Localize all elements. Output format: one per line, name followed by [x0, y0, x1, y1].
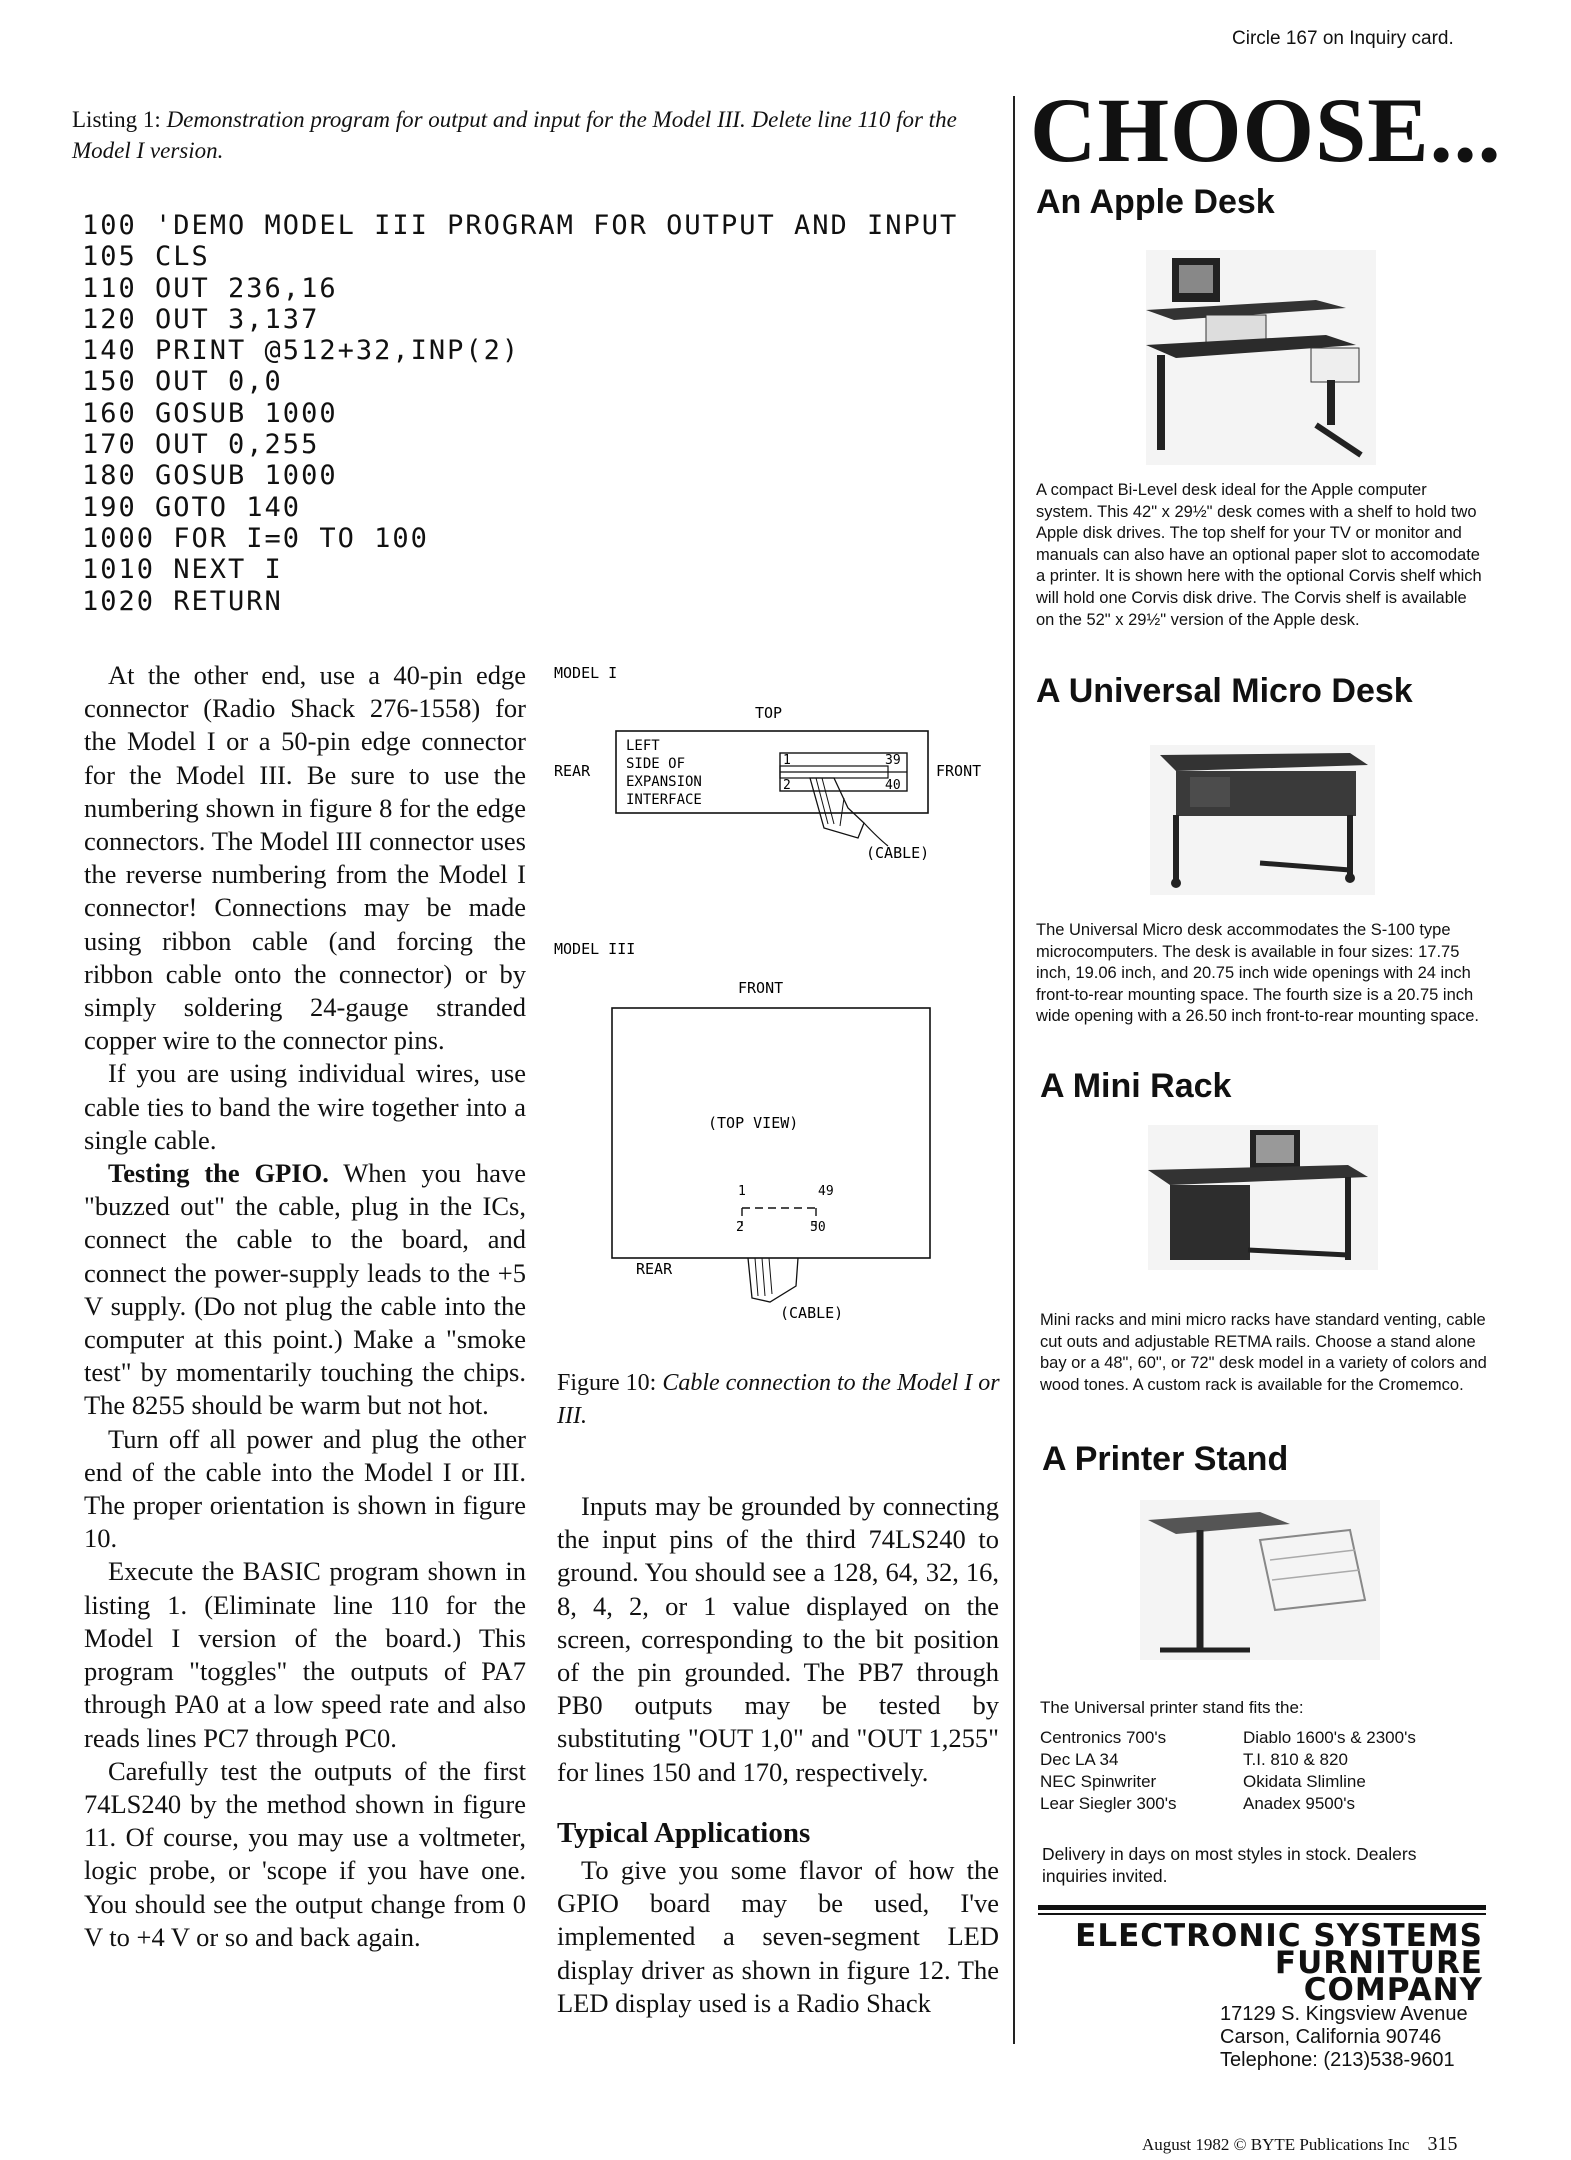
printer-model: Lear Siegler 300's — [1040, 1794, 1177, 1813]
model1-label: MODEL I — [554, 664, 618, 682]
pin-40: 40 — [885, 778, 901, 793]
listing-line: 190 GOTO 140 — [82, 491, 302, 523]
listing-line: 100 'DEMO MODEL III PROGRAM FOR OUTPUT AND INPUT — [82, 210, 959, 241]
column-divider — [1013, 96, 1015, 2044]
mini-rack-photo — [1148, 1125, 1378, 1270]
listing-line: 105 CLS — [82, 241, 210, 273]
listing-line: 1000 FOR I=0 TO 100 — [82, 522, 429, 554]
universal-desk-photo — [1150, 745, 1375, 895]
company-name-2: FURNITURE — [1274, 1945, 1483, 1981]
universal-desk-title: A Universal Micro Desk — [1036, 672, 1413, 710]
ad-headline: CHOOSE... — [1030, 79, 1502, 181]
left-side-4: INTERFACE — [626, 792, 702, 808]
pin-2: 2 — [783, 778, 791, 793]
printer-stand-illustration — [1140, 1500, 1380, 1660]
mini-rack-title: A Mini Rack — [1040, 1067, 1232, 1105]
section-heading: Typical Applications — [557, 1816, 811, 1849]
paragraph: Inputs may be grounded by connecting the input pins of the third 74LS240 to ground. You should see a 128, 64, 32, 16, 8, 4, 2, or 1 value displayed on the screen, corresponding to the bit position of the pin grounded. The PB7 through PB0 outputs may be tested by substituting "OUT 1,0" and "OUT 1,255" for lines 150 and 170, respectively. — [557, 1491, 999, 1787]
pin-50: 50 — [810, 1220, 826, 1235]
front-label: FRONT — [936, 762, 982, 780]
figure-caption-label: Figure 10: — [557, 1370, 657, 1396]
address-city: Carson, California 90746 — [1220, 2026, 1442, 2048]
printer-compat-list — [1040, 1727, 1470, 1815]
cable-label-1: (CABLE) — [866, 844, 930, 862]
listing-line: 150 OUT 0,0 — [82, 366, 283, 398]
article-column-1 — [84, 659, 526, 1954]
left-side-1: LEFT — [626, 738, 660, 754]
subhead-testing: Testing the GPIO. — [108, 1158, 329, 1189]
paragraph: If you are using individual wires, use cable ties to band the wire together into a single cable. — [84, 1058, 526, 1155]
page-number: 315 — [1427, 2133, 1458, 2155]
address-street: 17129 S. Kingsview Avenue — [1220, 2003, 1468, 2025]
listing-line: 1020 RETURN — [82, 585, 283, 617]
paragraph: Execute the BASIC program shown in listing 1. (Eliminate line 110 for the Model I version of the board.) This program "toggles" the outputs of PA7 through PA0 at a low speed rate and also reads lines PC7 through PC0. — [84, 1556, 526, 1753]
paragraph: Turn off all power and plug the other end of the cable into the Model I or III. The proper orientation is shown in figure 10. — [84, 1423, 526, 1554]
listing-line: 1010 NEXT I — [82, 554, 283, 586]
printer-stand-title: A Printer Stand — [1042, 1440, 1289, 1478]
printer-stand-photo — [1140, 1500, 1380, 1660]
pin-49: 49 — [818, 1184, 834, 1199]
program-listing — [82, 210, 958, 617]
listing-line: 160 GOSUB 1000 — [82, 397, 338, 429]
pin-2b: 2 — [736, 1220, 744, 1235]
paragraph — [84, 1157, 526, 1423]
top-view-label: (TOP VIEW) — [708, 1114, 799, 1132]
delivery-note: Delivery in days on most styles in stock. Dealers inquiries invited. — [1042, 1844, 1417, 1886]
pin-39: 39 — [885, 753, 901, 768]
listing-line: 140 PRINT @512+32,INP(2) — [82, 335, 521, 367]
printer-model: T.I. 810 & 820 — [1243, 1750, 1348, 1769]
front3-label: FRONT — [738, 979, 784, 997]
printer-model: Centronics 700's — [1040, 1728, 1167, 1747]
apple-desk-title: An Apple Desk — [1036, 183, 1275, 221]
rule-top — [1038, 1905, 1486, 1910]
pin-1b: 1 — [738, 1184, 746, 1199]
universal-desk-illustration — [1150, 745, 1375, 895]
top-label: TOP — [755, 704, 783, 722]
left-side-3: EXPANSION — [626, 774, 702, 790]
rear3-label: REAR — [636, 1260, 673, 1278]
printer-stand-text: The Universal printer stand fits the: — [1040, 1698, 1304, 1717]
paragraph: Carefully test the outputs of the first 74LS240 by the method shown in figure 11. Of course, you may use a voltmeter, logic probe, or 'scope if you have one. You should see the output change from 0 V to +4 V or so and back again. — [84, 1755, 526, 1952]
figure-10-caption — [557, 1367, 1007, 1433]
figure-10 — [548, 658, 1008, 1328]
model3-label: MODEL III — [554, 940, 636, 958]
rear-label: REAR — [554, 762, 591, 780]
apple-desk-illustration — [1146, 250, 1376, 465]
page-footer — [1142, 2133, 1457, 2156]
printer-model: NEC Spinwriter — [1040, 1772, 1157, 1791]
footer-issue: August 1982 © BYTE Publications Inc — [1142, 2135, 1410, 2154]
listing-caption — [72, 104, 1002, 166]
company-address — [1220, 2003, 1490, 2072]
printer-model: Dec LA 34 — [1040, 1750, 1119, 1769]
printer-model: Anadex 9500's — [1243, 1794, 1355, 1813]
article-column-2 — [557, 1490, 999, 2020]
inquiry-note: Circle 167 on Inquiry card. — [1232, 28, 1454, 49]
universal-desk-text: The Universal Micro desk accommodates the S-100 type microcomputers. The desk is available in four sizes: 17.75 inch, 19.06 inch, and 20.75 inch wide openings with 24 inch front-to-rear mounting space. The fourth size is a 20.75 inch wide opening with a 26.50 inch front-to-rear mounting space. — [1036, 921, 1480, 1026]
cable-label-3: (CABLE) — [780, 1304, 844, 1322]
printer-model: Diablo 1600's & 2300's — [1243, 1728, 1416, 1747]
listing-caption-label: Listing 1: — [72, 107, 161, 132]
listing-line: 120 OUT 3,137 — [82, 303, 320, 335]
listing-line: 170 OUT 0,255 — [82, 429, 320, 461]
listing-line: 110 OUT 236,16 — [82, 272, 338, 304]
mini-rack-illustration — [1148, 1125, 1378, 1270]
address-phone: Telephone: (213)538-9601 — [1220, 2049, 1455, 2071]
pin-1: 1 — [783, 753, 791, 768]
listing-caption-text: Demonstration program for output and input for the Model III. Delete line 110 for the Model I version. — [72, 107, 957, 163]
rule-bottom — [1038, 1913, 1486, 1915]
model3-box — [612, 1008, 930, 1258]
apple-desk-text: A compact Bi-Level desk ideal for the Apple computer system. This 42" x 29½" desk comes with a shelf to hold two Apple disk drives. The top shelf for your TV or monitor and manuals can also have an optional paper slot to accomodate a printer. It is shown here with the optional Corvis shelf which will hold one Corvis disk drive. The Corvis shelf is available on the 52" x 29½" version of the Apple desk. — [1036, 481, 1482, 629]
paragraph: To give you some flavor of how the GPIO board may be used, I've implemented a seven-segment LED display driver as shown in figure 12. The LED display used is a Radio Shack — [557, 1855, 999, 2018]
figure-caption-text: Cable connection to the Model I or III. — [557, 1370, 1000, 1429]
printer-model: Okidata Slimline — [1243, 1772, 1366, 1791]
paragraph-text: When you have "buzzed out" the cable, plug in the ICs, connect the cable to the board, and connect the power-supply leads to the +5 V supply. (Do not plug the cable into the computer at this point.) Make a "smoke test" by momentarily touching the chips. The 8255 should be warm but not hot. — [84, 1158, 526, 1421]
company-name-1: ELECTRONIC SYSTEMS — [1075, 1918, 1483, 1954]
listing-line: 180 GOSUB 1000 — [82, 460, 338, 492]
mini-rack-text: Mini racks and mini micro racks have standard venting, cable cut outs and adjustable RETMA rails. Choose a stand alone bay or a 48", 60", or 72" desk model in a variety of colors and wood tones. A custom rack is available for the Cromemco. — [1040, 1311, 1487, 1394]
apple-desk-photo — [1146, 250, 1376, 465]
paragraph: At the other end, use a 40-pin edge connector (Radio Shack 276-1558) for the Model I or a 50-pin edge connector for the Model III. Be sure to use the numbering shown in figure 8 for the edge connectors. The Model III connector uses the reverse numbering from the Model I connector! Connections may be made using ribbon cable (and forcing the ribbon cable onto the connector) or by simply soldering 24-gauge stranded copper wire to the connector pins. — [84, 660, 526, 1056]
left-side-2: SIDE OF — [626, 756, 686, 772]
company-name-3: COMPANY — [1303, 1972, 1483, 2008]
figure-10-drawing — [548, 658, 1008, 1328]
model3-connector — [742, 1208, 816, 1226]
